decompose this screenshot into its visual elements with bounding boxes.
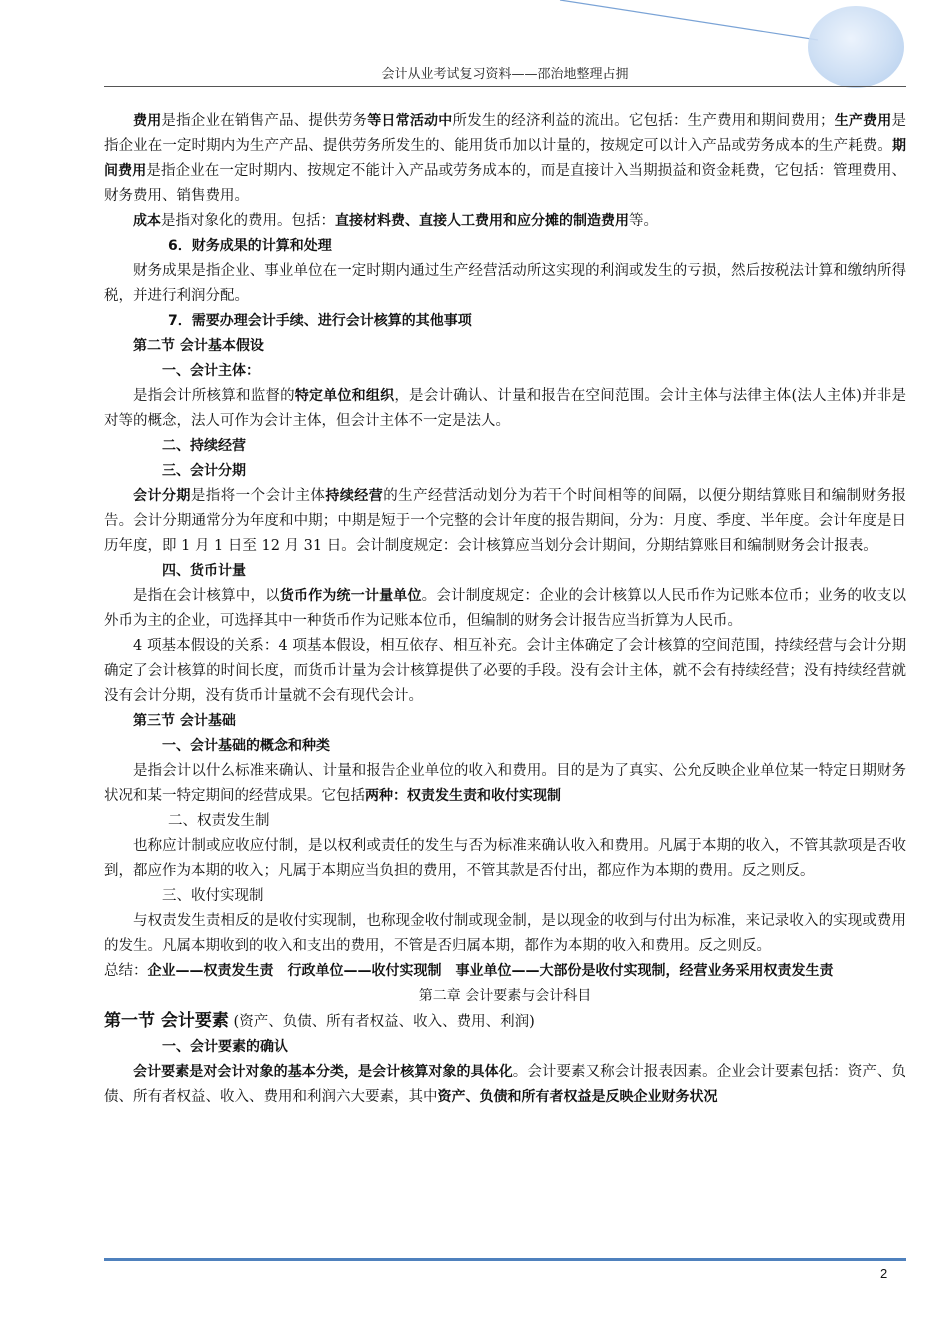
bold-text: 四、货币计量 [162,563,246,579]
bold-text: 成本 [133,213,161,229]
text-run: 。会计要素又称会计报表因素。企业会计要素包括：资产、负债、所有者权益、收入、费用和利润六大要素，其中 [104,1064,906,1105]
text-run: 与权责发生责相反的是收付实现制，也称现金收付制或现金制，是以现金的收到与付出为标准，来记录收入的实现或费用的发生。凡属本期收到的收入和支出的费用，不管是否归属本期，都作为本期的收入和费用。反之则反。 [104,913,906,954]
paragraph [104,209,906,234]
paragraph [104,959,906,984]
text-run: 是指将一个会计主体 [190,488,326,504]
paragraph [104,584,906,634]
page-number: 2 [880,1266,888,1281]
text-run: 二、权责发生制 [168,813,270,829]
bold-text: 货币作为统一计量单位 [279,588,422,604]
paragraph [104,634,906,709]
bold-text: 二、持续经营 [162,438,246,454]
bold-text: 费用 [133,113,162,129]
section-title-note: (资产、负债、所有者权益、收入、费用、利润) [228,1014,535,1030]
heading [104,709,906,734]
bold-text: 生产费用 [834,113,892,129]
paragraph [104,484,906,559]
text-run: 是指在会计核算中，以 [133,588,280,604]
bold-text: 6．财务成果的计算和处理 [168,238,332,254]
text-run: ，是会计确认、计量和报告在空间范围。会计主体与法律主体(法人主体)并非是对等的概念，法人可作为会计主体，但会计主体不一定是法人。 [104,388,907,429]
bold-text: 三、会计分期 [162,463,246,479]
paragraph [104,384,906,434]
bold-text: 资产、负债和所有者权益是反映企业财务状况 [437,1089,718,1105]
section-title-main: 第一节 会计要素 [104,1011,229,1031]
bold-text: 企业——权责发生责 行政单位——收付实现制 事业单位——大部份是收付实现制，经营业务采用权责发生责 [147,963,834,979]
section-title [104,1009,906,1035]
paragraph [104,259,906,309]
footer-rule [104,1258,906,1261]
bold-text: 第三节 会计基础 [133,713,236,729]
text-run: 三、收付实现制 [162,888,264,904]
heading [104,559,906,584]
text-run: 的生产经营活动划分为若干个时间相等的间隔，以便分期结算账目和编制财务报告。会计分期通常分为年度和中期；中期是短于一个完整的会计年度的报告期间，分为：月度、季度、半年度。会计年度是日历年度，即 1 月 1 日至 12 月 31 日。会计制度规定：会计核算应当划分会计期间，分期结算账目和编制财务会计报表。 [104,488,907,554]
chapter-title: 第二章 会计要素与会计科目 [418,988,592,1004]
text-run: 总结： [104,963,148,979]
bold-text: 特定单位和组织 [294,388,395,404]
bold-text: 会计要素是对会计对象的基本分类，是会计核算对象的具体化 [133,1064,513,1080]
paragraph [104,884,906,909]
header-rule [104,86,906,87]
heading [104,234,906,259]
text-run: 4 项基本假设的关系：4 项基本假设，相互依存、相互补充。会计主体确定了会计核算的空间范围，持续经营与会计分期确定了会计核算的时间长度，而货币计量为会计核算提供了必要的手段。没有会计主体，就不会有持续经营；没有持续经营就没有会计分期，没有货币计量就不会有现代会计。 [104,638,906,704]
text-run: 也称应计制或应收应付制，是以权利或责任的发生与否为标准来确认收入和费用。凡属于本期的收入，不管其款项是否收到，都应作为本期的收入；凡属于本期应当负担的费用，不管其款是否付出，都应作为本期的费用。反之则反。 [104,838,906,879]
text-run: 财务成果是指企业、事业单位在一定时期内通过生产经营活动所这实现的利润或发生的亏损，然后按税法计算和缴纳所得税，并进行利润分配。 [104,263,906,304]
page-header: 会计从业考试复习资料——邵治地整理占拥 [381,67,629,82]
text-run: 是指对象化的费用。包括： [161,213,335,229]
text-run: 等。 [629,213,658,229]
paragraph [104,809,906,834]
heading [104,309,906,334]
bold-text: 7．需要办理会计手续、进行会计核算的其他事项 [168,313,472,329]
paragraph [104,759,906,809]
bold-text: 两种：权责发生责和收付实现制 [365,788,561,804]
header-decoration-line [0,0,950,120]
document-body [104,109,906,1110]
heading [104,459,906,484]
heading [104,734,906,759]
bold-text: 持续经营 [325,488,384,504]
paragraph-list [104,109,906,984]
bold-text: 直接材料费、直接人工费用和应分摊的制造费用 [335,213,629,229]
paragraph [104,834,906,884]
text-run: 。会计制度规定：企业的会计核算以人民币作为记账本位币；业务的收支以外币为主的企业，可选择其中一种货币作为记账本位币，但编制的财务会计报告应当折算为人民币。 [104,588,906,629]
text-run: 所发生的经济利益的流出。它包括：生产费用和期间费用； [452,113,835,129]
heading [104,434,906,459]
heading [104,334,906,359]
bold-text: 一、会计基础的概念和种类 [162,738,330,754]
bold-text: 等日常活动中 [367,113,453,129]
paragraph [104,109,906,209]
text-run: 是指会计以什么标准来确认、计量和报告企业单位的收入和费用。目的是为了真实、公允反映企业单位某一特定日期财务状况和某一特定期间的经营成果。它包括 [104,763,906,804]
text-run: 是指企业在一定时期内、按规定不能计入产品或劳务成本的，而是直接计入当期损益和资金耗费，它包括：管理费用、财务费用、销售费用。 [104,163,907,204]
bold-text: 一、会计主体： [162,363,260,379]
bold-text: 期间费用 [104,138,906,179]
paragraph [104,909,906,959]
paragraph [104,1060,906,1110]
bold-text: 会计分期 [133,488,191,504]
heading [104,359,906,384]
subsection-heading: 一、会计要素的确认 [162,1039,288,1055]
bold-text: 第二节 会计基本假设 [133,338,264,354]
text-run: 是指企业在一定时期内为生产产品、提供劳务所发生的、能用货币加以计量的，按规定可以计入产品或劳务成本的生产耗费。 [104,113,907,154]
text-run: 是指会计所核算和监督的 [133,388,295,404]
text-run: 是指企业在销售产品、提供劳务 [161,113,368,129]
